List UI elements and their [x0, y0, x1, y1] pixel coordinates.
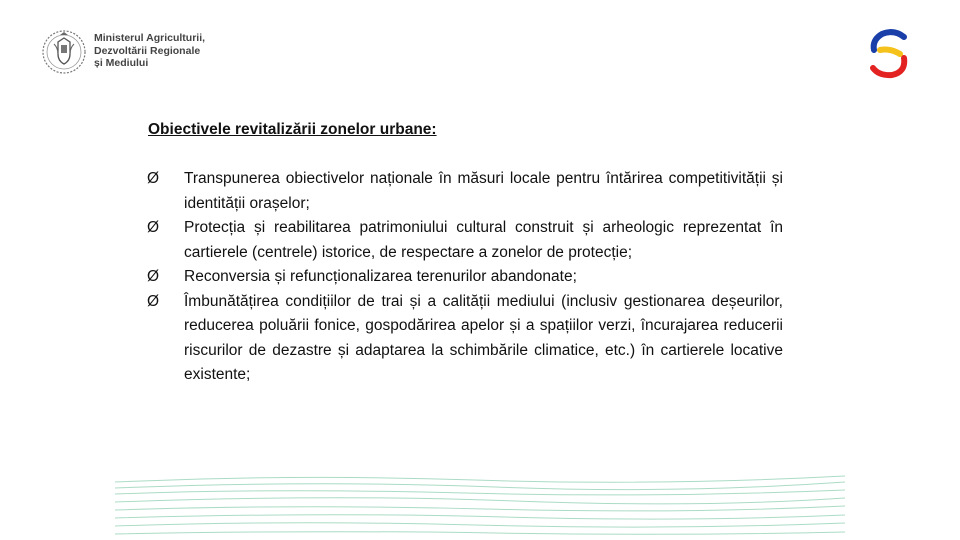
- arrow-bullet-icon: Ø: [147, 292, 160, 310]
- ministry-name-line-3: și Mediului: [94, 57, 149, 69]
- ministry-name-line-1: Ministerul Agriculturii,: [94, 32, 206, 44]
- list-item-text: Reconversia și refuncționalizarea terenurilor abandonate;: [184, 268, 577, 285]
- page-title: Obiectivele revitalizării zonelor urbane:: [148, 121, 437, 138]
- list-item: [147, 265, 783, 290]
- arrow-bullet-icon: Ø: [147, 170, 160, 187]
- list-item: [147, 290, 783, 388]
- coat-of-arms-icon: [40, 24, 88, 80]
- ministry-name: [94, 32, 205, 70]
- tricolor-emblem-icon: [864, 28, 918, 80]
- objectives-list: [147, 167, 783, 388]
- ministry-name-line-2: Dezvoltării Regionale: [94, 44, 201, 57]
- list-item-text: Îmbunătățirea condițiilor de trai și a calității mediului (inclusiv gestionarea deșeurilor, reducerea poluării fonice, gospodărirea apelor și a spațiilor verzi, încurajarea reducerii riscurilor de dezastre și adaptarea la schimbările climatice, etc.) în cartierele locative existente;: [184, 292, 783, 383]
- list-item-text: Protecția și reabilitarea patrimoniului cultural construit și arheologic reprezentat în cartierele (centrele) istorice, de respectare a zonelor de protecție;: [184, 219, 783, 261]
- ministry-logo: [40, 24, 205, 80]
- list-item: [147, 167, 783, 216]
- list-item-text: Transpunerea obiectivelor naționale în măsuri locale pentru întărirea competitivității și identității orașelor;: [184, 170, 783, 212]
- list-item: [147, 216, 783, 265]
- arrow-bullet-icon: Ø: [147, 268, 160, 285]
- decorative-wave-lines: [115, 460, 845, 540]
- arrow-bullet-icon: Ø: [147, 219, 160, 236]
